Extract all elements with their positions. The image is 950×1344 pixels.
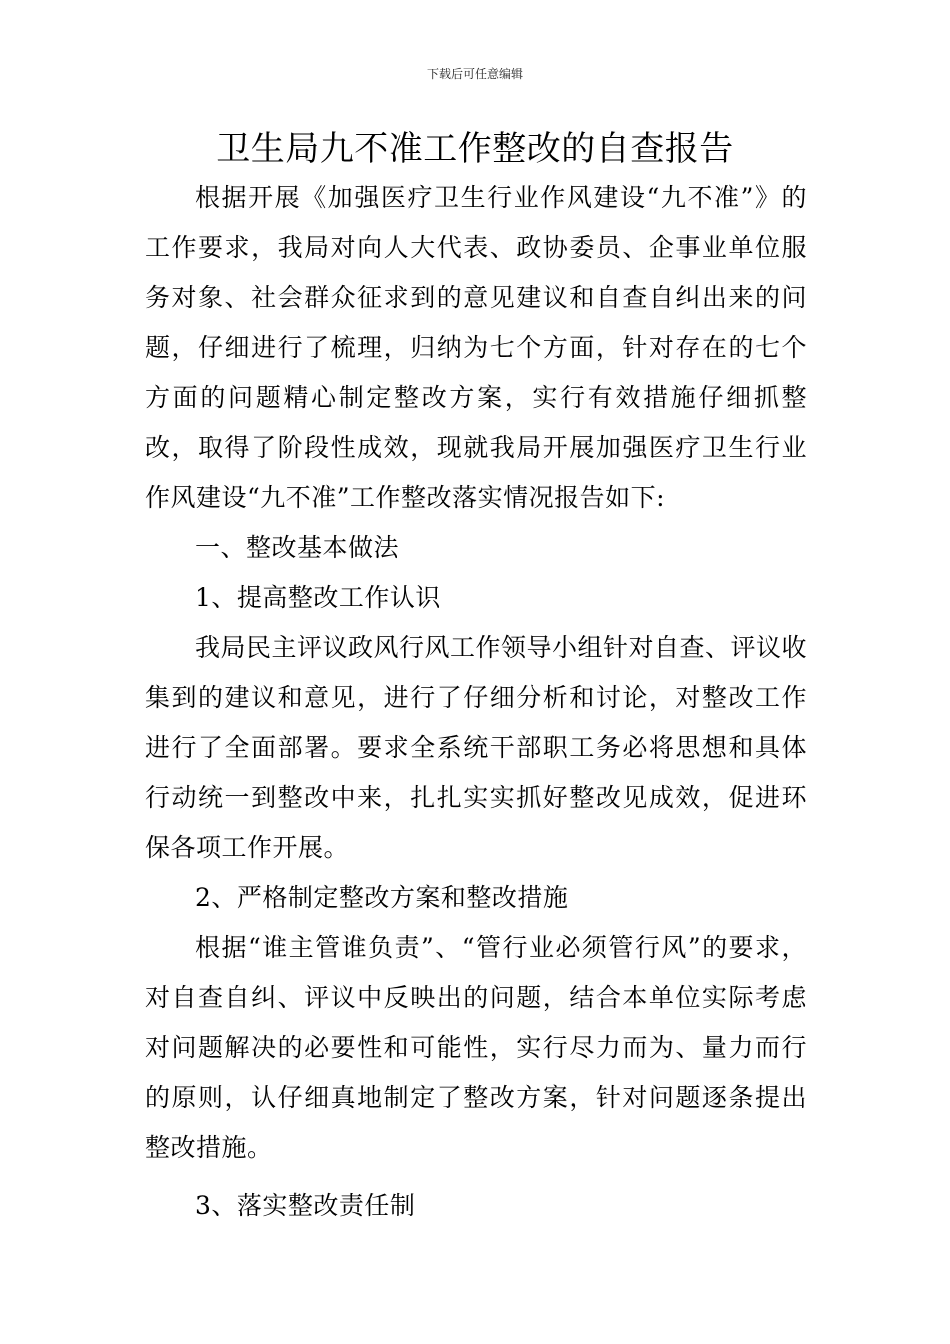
document-title: 卫生局九不准工作整改的自查报告 — [216, 129, 734, 169]
subsection-heading-2: 2、严格制定整改方案和整改措施 — [195, 883, 569, 912]
subsection-paragraph-2: 根据“谁主管谁负责”、“管行业必须管行风”的要求，对自查自纠、评议中反映出的问题，结合本单位实际考虑对问题解决的必要性和可能性，实行尽力而为、量力而行的原则，认仔细真地制定了整改方案，针对问题逐条提出整改措施。 — [145, 933, 807, 1162]
subsection-heading-3: 3、落实整改责任制 — [195, 1191, 416, 1220]
header-note: 下载后可任意编辑 — [426, 67, 523, 81]
subsection-paragraph-1: 我局民主评议政风行风工作领导小组针对自查、评议收集到的建议和意见，进行了仔细分析和讨论，对整改工作进行了全面部署。要求全系统干部职工务必将思想和具体行动统一到整改中来，扎扎实实抓好整改见成效，促进环保各项工作开展。 — [145, 633, 808, 862]
subsection-heading-1: 1、提高整改工作认识 — [195, 583, 441, 612]
spacer — [145, 1173, 807, 1181]
intro-paragraph: 根据开展《加强医疗卫生行业作风建设“九不准”》的工作要求，我局对向人大代表、政协委员、企事业单位服务对象、社会群众征求到的意见建议和自查自纠出来的问题，仔细进行了梳理，归纳为七个方面，针对存在的七个方面的问题精心制定整改方案，实行有效措施仔细抓整改，取得了阶段性成效，现就我局开展加强医疗卫生行业作风建设“九不准”工作整改落实情况报告如下: — [145, 183, 807, 512]
document-body — [145, 173, 807, 1231]
section-heading-1: 一、整改基本做法 — [195, 533, 400, 562]
